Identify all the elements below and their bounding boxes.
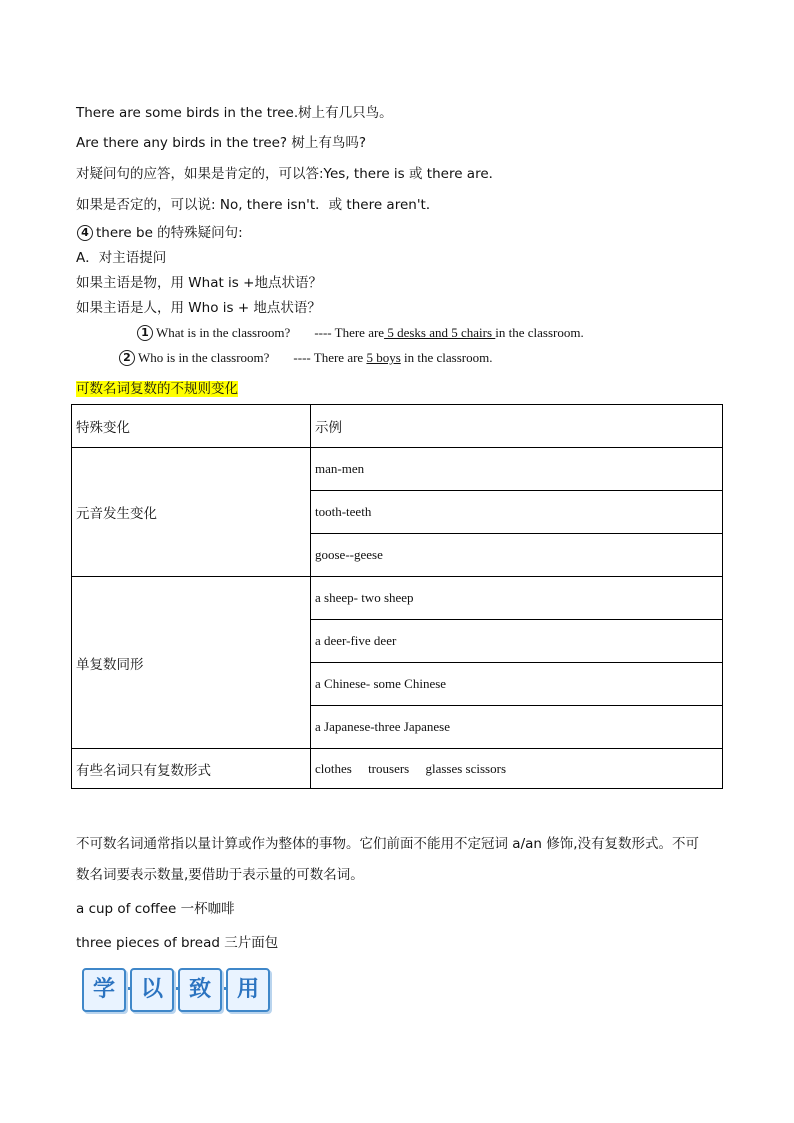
example-cell: tooth-teeth [311, 491, 723, 534]
example-bread: three pieces of bread 三片面包 [76, 935, 279, 951]
table-row [72, 577, 723, 620]
section-title [76, 380, 238, 398]
section-title-highlight: 可数名词复数的不规则变化 [76, 381, 238, 397]
example-cell: goose--geese [311, 534, 723, 577]
example-answer-prefix: ---- There are [314, 325, 385, 340]
banner-char: 以 [130, 968, 174, 1012]
example-answer-suffix: in the classroom. [495, 325, 584, 340]
example-2 [119, 349, 492, 367]
line-special-question-heading [77, 224, 243, 242]
paragraph-line-1: 不可数名词通常指以量计算或作为整体的事物。它们前面不能用不定冠词 a/an 修饰,没有复数形式。不可 [76, 836, 700, 852]
circled-number: 1 [137, 325, 153, 341]
paragraph-line-2: 数名词要表示数量,要借助于表示量的可数名词。 [76, 867, 364, 883]
line-positive-answer: 对疑问句的应答，如果是肯定的，可以答:Yes, there is 或 there are． [76, 166, 503, 182]
example-cell: a deer-five deer [311, 620, 723, 663]
line-subject-question: A．对主语提问 [76, 250, 167, 266]
example-cell: a sheep- two sheep [311, 577, 723, 620]
example-answer-underlined: 5 boys [366, 350, 401, 365]
category-cell: 有些名词只有复数形式 [72, 749, 311, 789]
example-cell: clothes trousers glasses scissors [311, 749, 723, 789]
table-row [72, 749, 723, 789]
example-answer-suffix: in the classroom. [400, 350, 493, 365]
line-birds-question: Are there any birds in the tree? 树上有鸟吗? [76, 135, 367, 151]
example-1 [137, 324, 584, 342]
line-who-rule: 如果主语是人，用 Who is + 地点状语？ [76, 300, 321, 316]
line-what-rule: 如果主语是物，用 What is +地点状语？ [76, 275, 322, 291]
example-answer-prefix: ---- There are [293, 350, 364, 365]
circled-number: 4 [77, 225, 93, 241]
banner-char: 致 [178, 968, 222, 1012]
category-cell: 单复数同形 [72, 577, 311, 749]
example-coffee: a cup of coffee 一杯咖啡 [76, 901, 235, 917]
table-header-row [72, 405, 723, 448]
header-cell: 特殊变化 [72, 405, 311, 448]
table-row [72, 448, 723, 491]
banner-char: 学 [82, 968, 126, 1012]
xue-yi-zhi-yong-banner [80, 965, 272, 1011]
example-question: What is in the classroom? [156, 325, 291, 340]
irregular-plural-table [71, 404, 723, 789]
category-cell: 元音发生变化 [72, 448, 311, 577]
example-cell: a Chinese- some Chinese [311, 663, 723, 706]
example-cell: a Japanese-three Japanese [311, 706, 723, 749]
banner-char: 用 [226, 968, 270, 1012]
line-birds-statement: There are some birds in the tree.树上有几只鸟。 [76, 105, 393, 121]
line-negative-answer: 如果是否定的，可以说: No, there isn't．或 there aren't． [76, 197, 440, 213]
example-cell: man-men [311, 448, 723, 491]
circled-number: 2 [119, 350, 135, 366]
header-cell: 示例 [311, 405, 723, 448]
heading-text: there be 的特殊疑问句: [96, 225, 243, 241]
example-answer-underlined: 5 desks and 5 chairs [384, 325, 496, 340]
example-question: Who is in the classroom? [138, 350, 270, 365]
